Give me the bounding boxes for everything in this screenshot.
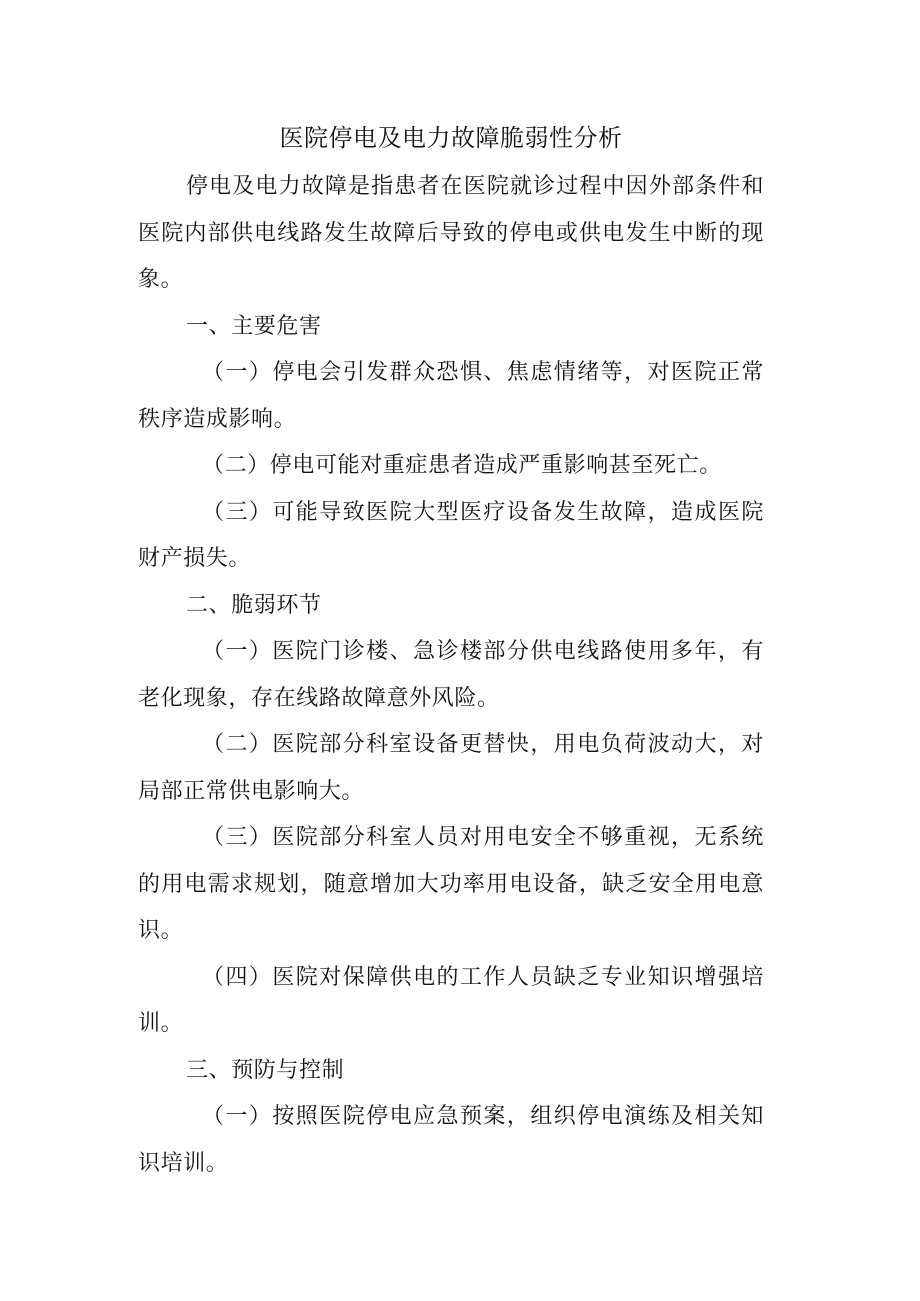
document-title: 医院停电及电力故障脆弱性分析 xyxy=(279,124,623,152)
intro-paragraph: 停电及电力故障是指患者在医院就诊过程中因外部条件和医院内部供电线路发生故障后导致的停电或供电发生中断的现象。 xyxy=(138,174,764,292)
weak-point-item-3: （三）医院部分科室人员对用电安全不够重视，无系统的用电需求规划，随意增加大功率用电设备，缺乏安全用电意识。 xyxy=(138,825,764,943)
weak-point-item-1: （一）医院门诊楼、急诊楼部分供电线路使用多年，有老化现象，存在线路故障意外风险。 xyxy=(138,639,764,711)
section-heading-hazards: 一、主要危害 xyxy=(186,313,322,339)
document-body xyxy=(138,112,764,1187)
hazard-item-2: （二）停电可能对重症患者造成严重影响甚至死亡。 xyxy=(202,453,722,478)
prevention-item-1: （一）按照医院停电应急预案，组织停电演练及相关知识培训。 xyxy=(138,1104,764,1176)
section-heading-weak-points: 二、脆弱环节 xyxy=(186,592,322,618)
weak-point-item-2: （二）医院部分科室设备更替快，用电负荷波动大，对局部正常供电影响大。 xyxy=(138,732,764,804)
hazard-item-1: （一）停电会引发群众恐惧、焦虑情绪等，对医院正常秩序造成影响。 xyxy=(138,360,764,432)
hazard-item-3: （三）可能导致医院大型医疗设备发生故障，造成医院财产损失。 xyxy=(138,499,764,571)
weak-point-item-4: （四）医院对保障供电的工作人员缺乏专业知识增强培训。 xyxy=(138,964,764,1036)
section-heading-prevention: 三、预防与控制 xyxy=(186,1057,345,1083)
